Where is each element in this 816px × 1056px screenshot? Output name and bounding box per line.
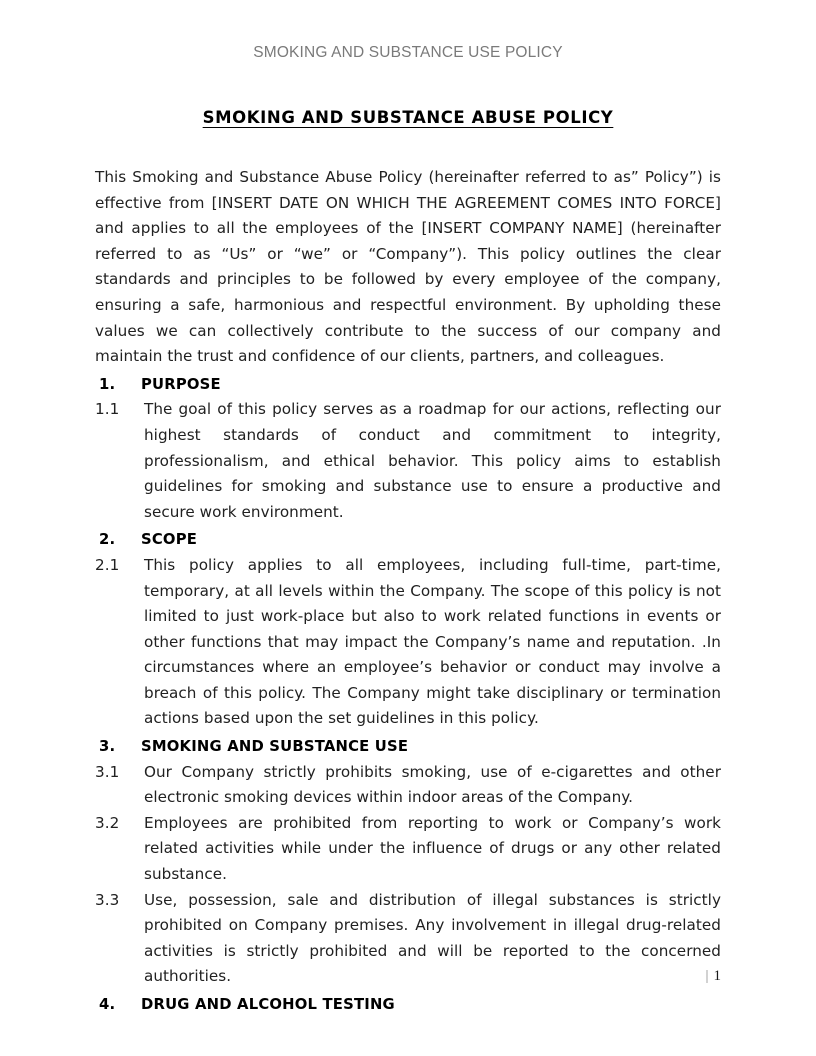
intro-paragraph: This Smoking and Substance Abuse Policy (hereinafter referred to as” Policy”) is effective from [INSERT DATE ON WHICH THE AGREEMENT COMES INTO FORCE] and applies to all the employees of the [INSERT COMPANY NAME] (hereinafter referred to as “Us” or “we” or “Company”). This policy outlines the clear standards and principles to be followed by every employee of the company, ensuring a safe, harmonious and respectful environment. By upholding these values we can collectively contribute to the success of our company and maintain the trust and confidence of our clients, partners, and colleagues.	[95, 168, 721, 366]
section-number-1: 1.	[99, 375, 116, 393]
clause-text-3-1: Our Company strictly prohibits smoking, use of e-cigarettes and other electronic smoking devices within indoor areas of the Company.	[144, 762, 721, 807]
section-label-3: SMOKING AND SUBSTANCE USE	[141, 738, 409, 756]
running-header: SMOKING AND SUBSTANCE USE POLICY	[253, 44, 563, 61]
clause-text-2-1: This policy applies to all employees, including full-time, part-time, temporary, at all levels within the Company. The scope of this policy is not limited to just work-place but also to work related functions in events or other functions that may impact the Company’s name and reputation. .In circumstances where an employee’s behavior or conduct may involve a breach of this policy. The Company might take disciplinary or termination actions based upon the set guidelines in this policy.	[144, 555, 721, 728]
clause-number-3-2: 3.2	[95, 813, 120, 832]
section-label-4: DRUG AND ALCOHOL TESTING	[141, 996, 395, 1013]
section-heading-4	[95, 992, 721, 1018]
clause-text-3-3: Use, possession, sale and distribution of illegal substances is strictly prohibited on Company premises. Any involvement in illegal drug-related activities is strictly prohibited and will be reported to the concerned authorities.	[144, 890, 721, 986]
page-footer	[95, 968, 721, 985]
clause-number-1-1: 1.1	[95, 400, 120, 419]
clause-number-3-1: 3.1	[95, 762, 120, 781]
page-title: SMOKING AND SUBSTANCE ABUSE POLICY	[202, 108, 614, 127]
page-number: 1	[713, 968, 721, 984]
clause-number-2-1: 2.1	[95, 555, 120, 574]
section-number-3: 3.	[99, 738, 116, 756]
clause-number-3-3: 3.3	[95, 890, 120, 909]
footer-separator: |	[705, 968, 709, 984]
clause-text-1-1: The goal of this policy serves as a roadmap for our actions, reflecting our highest standards of conduct and commitment to integrity, professionalism, and ethical behavior. This policy aims to establish guidelines for smoking and substance use to ensure a productive and secure work environment.	[144, 400, 721, 521]
clause-text-3-2: Employees are prohibited from reporting to work or Company’s work related activities while under the influence of drugs or any other related substance.	[144, 813, 721, 884]
section-heading-1	[95, 372, 721, 398]
section-number-4: 4.	[99, 996, 116, 1013]
clause-3-1	[95, 760, 721, 811]
section-label-1: PURPOSE	[141, 375, 221, 393]
section-heading-3	[95, 734, 721, 760]
clause-3-2	[95, 811, 721, 888]
section-heading-2	[95, 527, 721, 553]
document-body	[95, 108, 721, 1018]
section-number-2: 2.	[99, 531, 116, 549]
section-label-2: SCOPE	[141, 531, 198, 549]
clause-2-1	[95, 553, 721, 732]
clause-1-1	[95, 397, 721, 525]
